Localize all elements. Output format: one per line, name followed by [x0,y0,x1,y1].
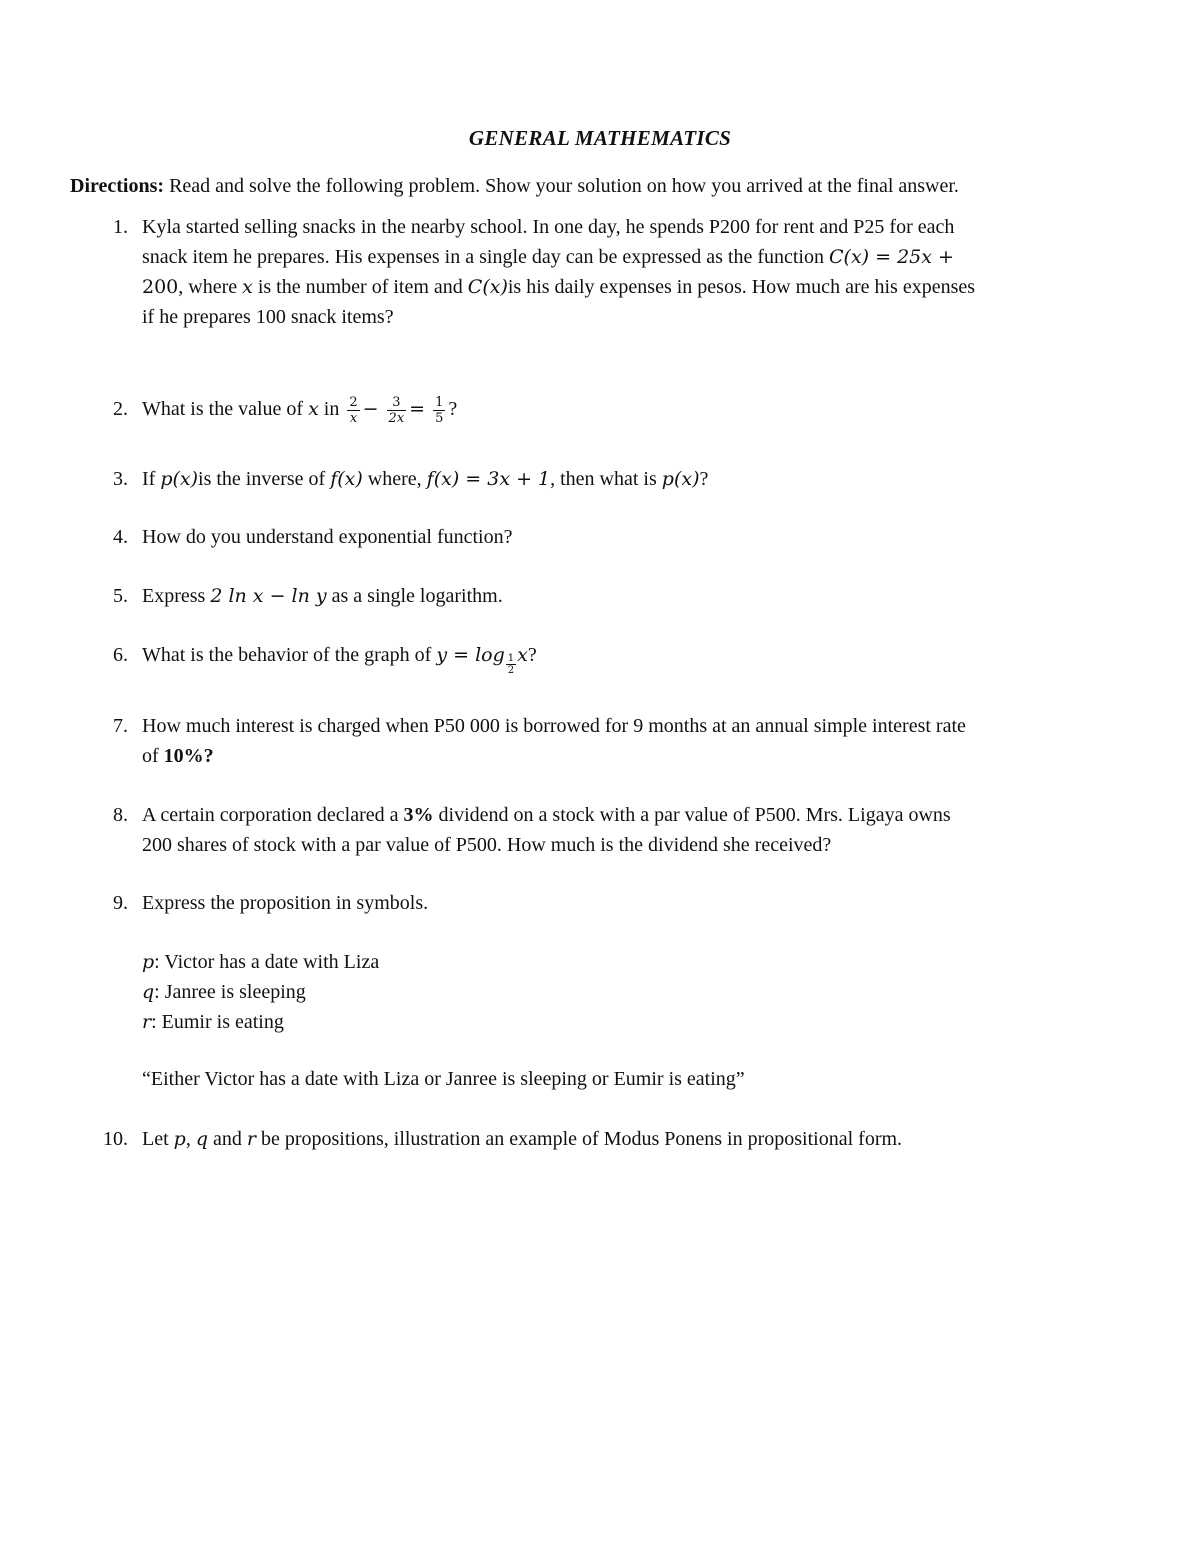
question-number: 5. [113,585,128,607]
q1-line-2 [142,242,1122,272]
numerator: 1 [507,653,515,664]
q1-text: is the number of item and [252,276,468,298]
question-9 [104,888,1120,918]
q1-function-name: C(x) [467,276,508,298]
q3-function: p(x) [160,468,199,490]
question-text [142,711,1122,771]
q8-text: A certain corporation declared a [142,804,404,826]
q1-line-3 [142,272,1122,302]
numerator: 2 [349,394,358,410]
question-text [142,394,1122,426]
q1-text: is his daily expenses in pesos. How much are his expenses [507,276,976,298]
question-5 [104,581,1120,611]
q10-variable: r [246,1128,256,1150]
proposition-p [142,947,379,977]
equals-sign: = [409,398,426,420]
page-title: GENERAL MATHEMATICS [468,126,732,150]
numerator: 3 [387,395,407,411]
question-7 [104,711,1120,771]
proposition-symbol: p [142,951,155,973]
q6-text: What is the behavior of the graph of [142,644,437,666]
question-text [142,640,1122,676]
proposition-q [142,977,379,1007]
question-text [142,1124,1122,1154]
proposition-r [142,1007,379,1037]
question-mark: ? [448,398,458,420]
question-3 [104,464,1120,494]
question-text [142,800,1122,860]
question-8 [104,800,1120,860]
question-number: 6. [113,644,128,666]
q1-variable: x [242,276,253,298]
q3-text: where, [362,468,427,490]
minus-sign: − [362,398,379,420]
q3-function: f(x) [330,468,363,490]
question-text [142,581,1122,611]
proposition-list [142,947,379,1037]
q8-rate: 3% [403,804,434,826]
q2-text: What is the value of [142,398,309,420]
q5-text: as a single logarithm. [326,585,503,607]
q3-text: is the inverse of [198,468,331,490]
question-number: 8. [113,804,128,826]
q10-text: be propositions, illustration an example of Modus Ponens in propositional form. [255,1128,903,1150]
proposition-text: : Janree is sleeping [154,981,306,1003]
q6-expression: y = log [436,644,505,666]
question-text [142,212,1122,332]
q7-rate: 10%? [163,745,214,767]
q7-text: of [142,745,164,767]
proposition-text: : Victor has a date with Liza [154,951,380,973]
proposition-symbol: r [142,1011,152,1033]
q1-line-4: if he prepares 100 snack items? [142,306,394,328]
q3-equation: f(x) = 3x + 1 [426,468,551,490]
question-number: 7. [113,715,128,737]
question-text [142,464,1122,494]
q2-text: in [318,398,345,420]
directions [70,172,1150,200]
question-mark: ? [699,468,709,490]
q8-text: dividend on a stock with a par value of P500. Mrs. Ligaya owns [433,804,951,826]
q8-line-2: 200 shares of stock with a par value of P500. How much is the dividend she received? [142,834,832,856]
denominator: x [349,410,358,426]
question-4 [104,522,1120,552]
q5-expression: 2 ln x − ln y [210,585,327,607]
question-2 [104,394,1120,434]
q10-text: Let [142,1128,174,1150]
question-number: 2. [113,398,128,420]
denominator: 5 [435,410,444,426]
q10-text: and [208,1128,247,1150]
question-number: 4. [113,526,128,548]
denominator: 2x [388,410,405,426]
q3-text: If [142,468,161,490]
proposition-symbol: q [142,981,155,1003]
directions-text: Read and solve the following problem. Show your solution on how you arrived at the final answer. [164,175,959,197]
q7-line-1: How much interest is charged when P50 000 is borrowed for 9 months at an annual simple interest rate [142,715,966,737]
proposition-text: : Eumir is eating [151,1011,284,1033]
q2-variable: x [308,398,319,420]
question-number: 3. [113,468,128,490]
q8-line-1 [142,800,1122,830]
q1-text: , where [178,276,243,298]
question-number: 9. [113,892,128,914]
directions-label: Directions: [70,175,165,197]
log-base-fraction [506,653,516,676]
q3-text: , then what is [550,468,662,490]
question-6 [104,640,1120,680]
question-number: 10. [103,1128,128,1150]
q1-line-1: Kyla started selling snacks in the nearby school. In one day, he spends P200 for rent and P25 for each [142,216,955,238]
numerator: 1 [435,394,444,410]
question-text: Express the proposition in symbols. [142,892,429,914]
compound-proposition-quote: “Either Victor has a date with Liza or Janree is sleeping or Eumir is eating” [142,1068,745,1090]
fraction [433,395,445,426]
q1-constant: 200 [142,276,179,298]
q1-text: snack item he prepares. His expenses in a single day can be expressed as the function [142,246,829,268]
q10-variable: q [195,1128,208,1150]
q3-function: p(x) [661,468,700,490]
q6-variable: x [517,644,528,666]
question-10 [104,1124,1120,1154]
question-text: How do you understand exponential function? [142,526,513,548]
q1-function: C(x) = 25x + [829,246,954,268]
q7-line-2 [142,741,1122,771]
question-1 [104,212,1120,332]
denominator: 2 [507,665,515,676]
question-number: 1. [113,216,128,238]
q5-text: Express [142,585,211,607]
q10-variable: p [173,1128,186,1150]
question-mark: ? [527,644,537,666]
fraction [347,395,359,426]
fraction [387,395,407,426]
q10-text: , [185,1128,196,1150]
